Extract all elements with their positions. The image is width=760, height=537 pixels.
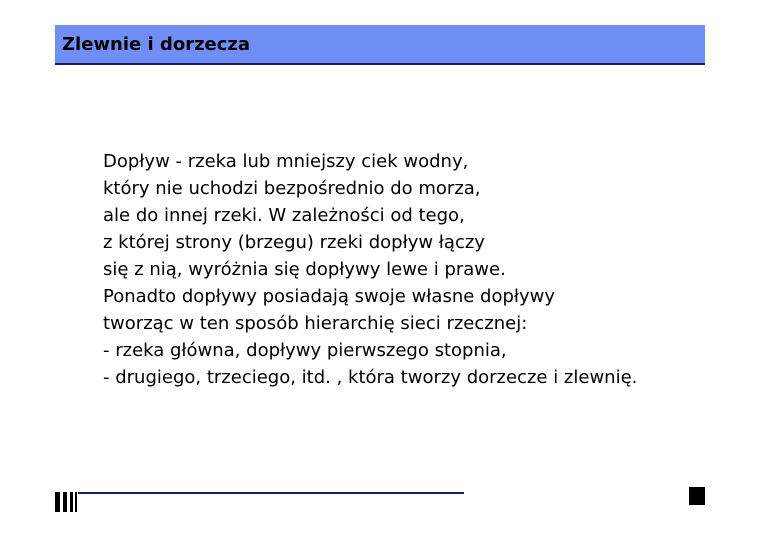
body-line: z której strony (brzegu) rzeki dopływ łączy bbox=[103, 232, 485, 253]
slide-body bbox=[103, 148, 703, 391]
body-line: - rzeka główna, dopływy pierwszego stopnia, bbox=[103, 340, 507, 361]
body-line: tworząc w ten sposób hierarchię sieci rzecznej: bbox=[103, 313, 528, 334]
body-line: Ponadto dopływy posiadają swoje własne dopływy bbox=[103, 286, 556, 307]
body-line: się z nią, wyróżnia się dopływy lewe i prawe. bbox=[103, 259, 506, 280]
body-line: ale do innej rzeki. W zależności od tego, bbox=[103, 205, 465, 226]
square-icon bbox=[689, 487, 705, 505]
footer-divider bbox=[78, 492, 464, 494]
body-line: który nie uchodzi bezpośrednio do morza, bbox=[103, 178, 481, 199]
title-bar bbox=[55, 25, 705, 65]
vertical-bars-icon bbox=[55, 492, 77, 512]
slide-title: Zlewnie i dorzecza bbox=[62, 34, 251, 55]
body-line: Dopływ - rzeka lub mniejszy ciek wodny, bbox=[103, 151, 469, 172]
body-line: - drugiego, trzeciego, itd. , która tworzy dorzecze i zlewnię. bbox=[103, 367, 638, 388]
